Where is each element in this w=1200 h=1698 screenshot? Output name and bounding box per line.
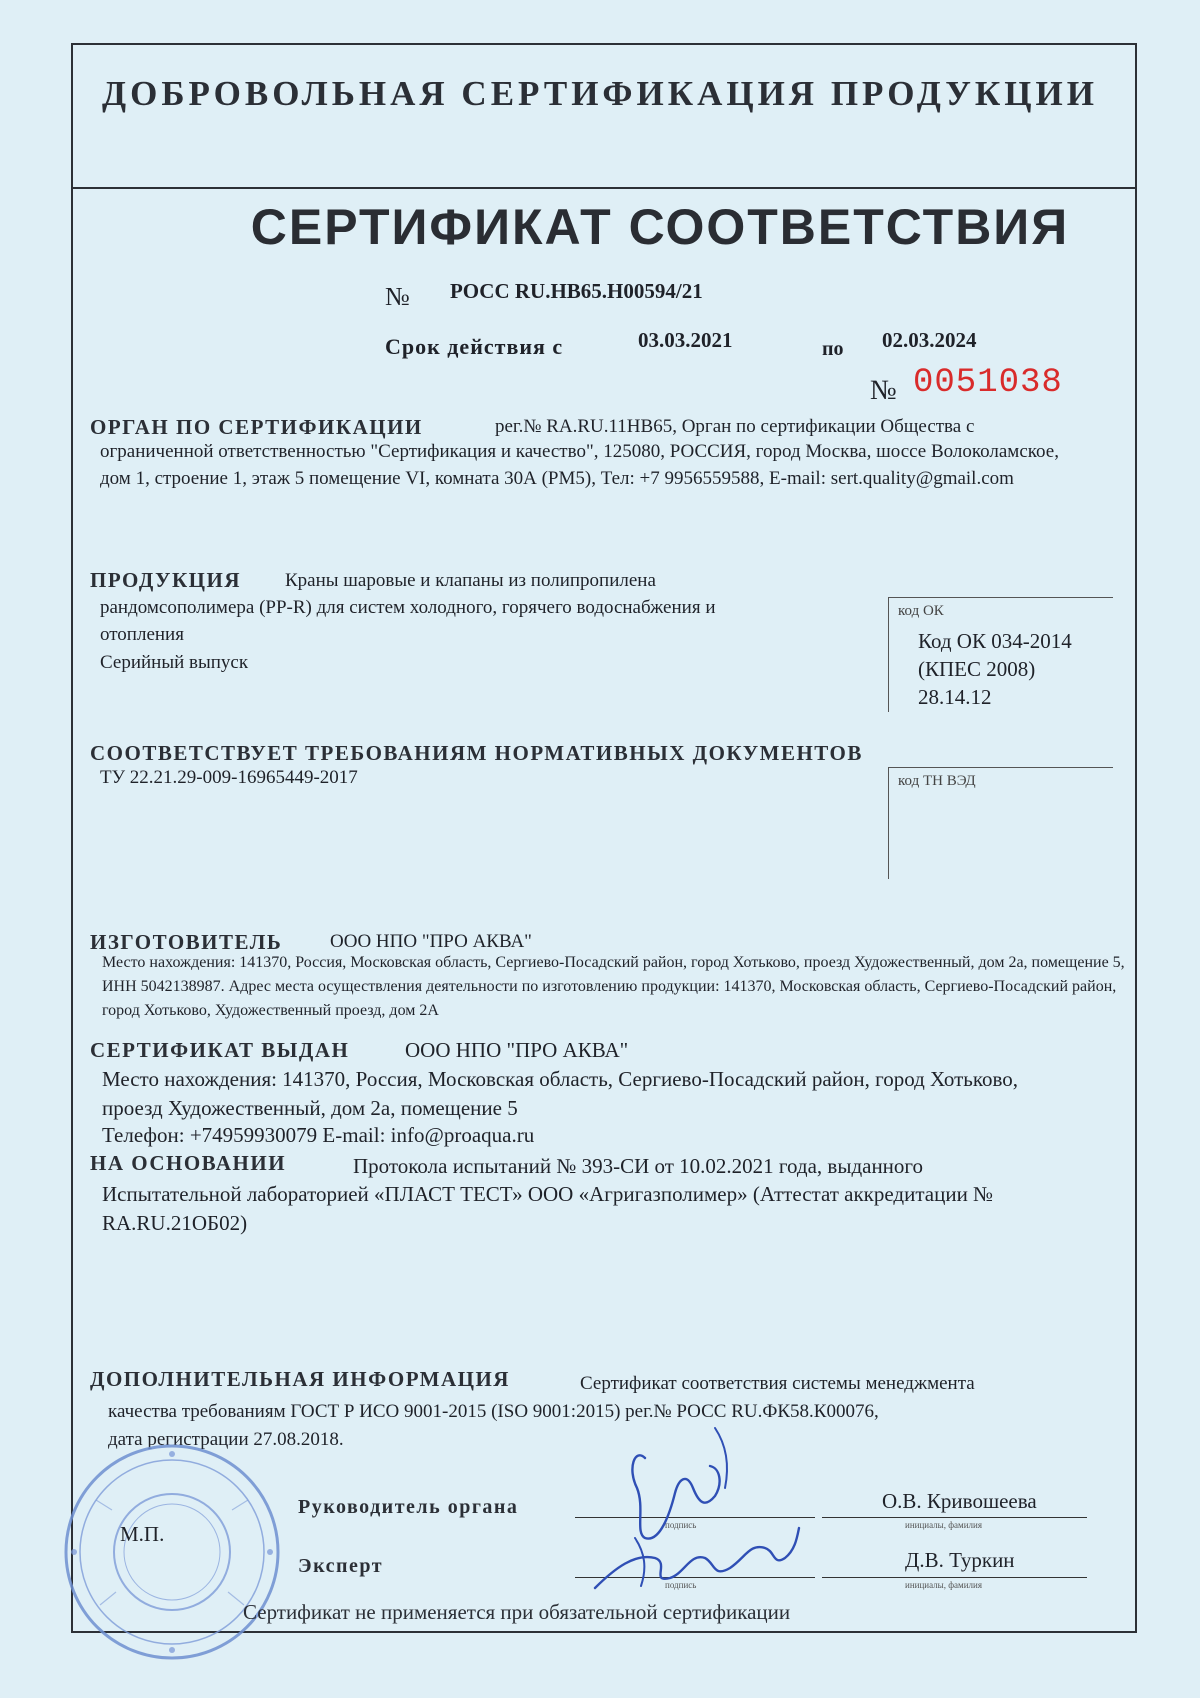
- ok-code-value: Код ОК 034-2014 (КПЕС 2008) 28.14.12: [918, 629, 1072, 709]
- manufacturer-name: ООО НПО "ПРО АКВА": [330, 931, 532, 952]
- manufacturer-label: ИЗГОТОВИТЕЛЬ: [90, 930, 283, 954]
- product-text: рандомсополимера (PP-R) для систем холодного, горячего водоснабжения и отопления: [100, 597, 716, 645]
- basis-label: НА ОСНОВАНИИ: [90, 1151, 287, 1175]
- header-title: ДОБРОВОЛЬНАЯ СЕРТИФИКАЦИЯ ПРОДУКЦИИ: [102, 74, 1098, 113]
- additional-info-line2: качества требованиям ГОСТ Р ИСО 9001-2015 (ISO 9001:2015) рег.№ РОСС RU.ФК58.К00076,: [108, 1401, 879, 1422]
- head-name: О.В. Кривошеева: [882, 1489, 1037, 1513]
- certificate-number: РОСС RU.HB65.H00594/21: [450, 279, 703, 303]
- product-release: Серийный выпуск: [100, 652, 249, 673]
- certification-body-label: ОРГАН ПО СЕРТИФИКАЦИИ: [90, 415, 423, 439]
- ok-code-box-left: [888, 597, 889, 712]
- blank-number-label: №: [870, 375, 897, 406]
- compliance-label: СООТВЕТСТВУЕТ ТРЕБОВАНИЯМ НОРМАТИВНЫХ ДОКУМЕНТОВ: [90, 741, 863, 765]
- valid-to-label: по: [822, 338, 844, 360]
- certification-body-text: ограниченной ответственностью "Сертификация и качество", 125080, РОССИЯ, город Москва, шоссе Волоколамское, дом 1, строение 1, этаж 5 помещение VI, комната 30А (РМ5), Тел: +7 9956559588, E-mail: sert.quality@gmail.com: [100, 441, 1059, 489]
- basis-text: Испытательной лабораторией «ПЛАСТ ТЕСТ» ООО «Агригазполимер» (Аттестат аккредитации № RA.RU.21ОБ02): [102, 1182, 994, 1235]
- issued-to-label: СЕРТИФИКАТ ВЫДАН: [90, 1038, 350, 1062]
- head-label: Руководитель органа: [298, 1496, 519, 1518]
- certificate-title: СЕРТИФИКАТ СООТВЕТСТВИЯ: [250, 199, 1070, 255]
- handwritten-signature: [575, 1418, 805, 1608]
- product-label: ПРОДУКЦИЯ: [90, 568, 242, 592]
- expert-name-line: [822, 1577, 1087, 1578]
- expert-name: Д.В. Туркин: [905, 1548, 1015, 1572]
- expert-name-caption: инициалы, фамилия: [905, 1580, 982, 1590]
- product-line1: Краны шаровые и клапаны из полипропилена: [285, 570, 656, 591]
- tnved-box-top: [888, 767, 1113, 768]
- valid-to-date: 02.03.2024: [882, 328, 977, 352]
- valid-from-date: 03.03.2021: [638, 328, 733, 352]
- basis-line1: Протокола испытаний № 393-СИ от 10.02.2021 года, выданного: [353, 1154, 924, 1178]
- blank-number: 0051038: [913, 364, 1063, 402]
- head-name-caption: инициалы, фамилия: [905, 1520, 982, 1530]
- compliance-document: ТУ 22.21.29-009-16965449-2017: [100, 767, 358, 788]
- additional-info-line3: дата регистрации 27.08.2018.: [108, 1429, 344, 1450]
- tnved-label: код ТН ВЭД: [898, 773, 976, 789]
- ok-code-label: код ОК: [898, 603, 944, 619]
- header-divider: [71, 187, 1137, 189]
- head-name-line: [822, 1517, 1087, 1518]
- head-signature-caption: подпись: [665, 1520, 697, 1530]
- issued-to-name: ООО НПО "ПРО АКВА": [405, 1038, 629, 1062]
- certification-body-line1: рег.№ RA.RU.11HB65, Орган по сертификации Общества с: [495, 416, 975, 437]
- expert-signature-caption: подпись: [665, 1580, 697, 1590]
- footer-note: Сертификат не применяется при обязательной сертификации: [243, 1600, 791, 1624]
- expert-label: Эксперт: [298, 1555, 384, 1577]
- seal-stamp: [60, 1440, 285, 1665]
- manufacturer-text: Место нахождения: 141370, Россия, Московская область, Сергиево-Посадский район, город Хотьково, проезд Художественный, дом 2а, помещение 5, ИНН 5042138987. Адрес места осуществления деятельности по изготовлению продукции: 141370, Московская область, Сергиево-Посадский район, город Хотьково, Художественный проезд, дом 2А: [102, 954, 1125, 1019]
- stamp-label: М.П.: [120, 1522, 165, 1546]
- ok-code-box-top: [888, 597, 1113, 598]
- tnved-box-left: [888, 767, 889, 879]
- validity-label: Срок действия с: [385, 334, 564, 359]
- additional-info-label: ДОПОЛНИТЕЛЬНАЯ ИНФОРМАЦИЯ: [90, 1367, 510, 1391]
- issued-to-text: Место нахождения: 141370, Россия, Московская область, Сергиево-Посадский район, город Хотьково, проезд Художественный, дом 2а, помещение 5: [102, 1067, 1019, 1120]
- additional-info-line1: Сертификат соответствия системы менеджмента: [580, 1373, 975, 1394]
- number-label: №: [385, 282, 410, 311]
- issued-to-contacts: Телефон: +74959930079 E-mail: info@proaqua.ru: [102, 1123, 535, 1147]
